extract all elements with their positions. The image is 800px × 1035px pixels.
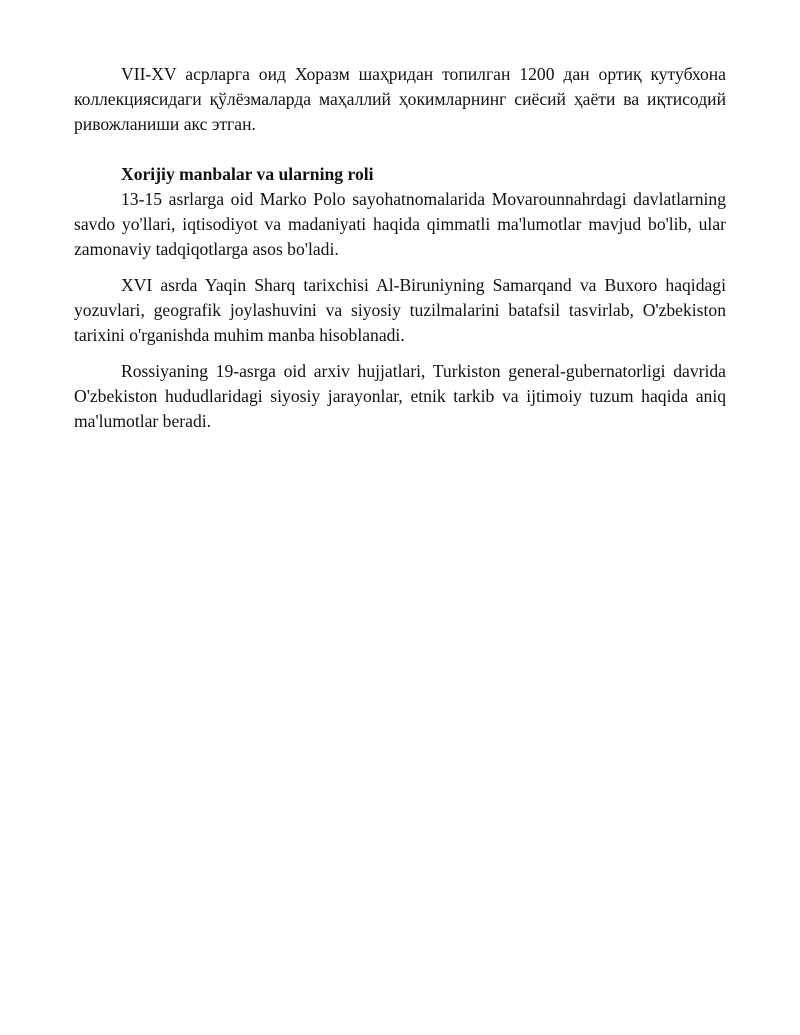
document-page [74, 62, 726, 434]
section-heading: Xorijiy manbalar va ularning roli [121, 164, 374, 184]
paragraph-spacer [74, 137, 726, 162]
paragraph-russian-archives: Rossiyaning 19-asrga oid arxiv hujjatlari, Turkiston general-gubernatorligi davrida O'zbekiston hududlaridagi siyosiy jarayonlar, etnik tarkib va ijtimoiy tuzum haqida aniq ma'lumotlar beradi. [74, 361, 726, 431]
paragraph-marco-polo: 13-15 asrlarga oid Marko Polo sayohatnomalarida Movarounnahrdagi davlatlarning savdo yo'llari, iqtisodiyot va madaniyati haqida qimmatli ma'lumotlar mavjud bo'lib, ular zamonaviy tadqiqotlarga asos bo'ladi. [74, 189, 726, 259]
paragraph-spacer [74, 348, 726, 359]
paragraph-spacer [74, 262, 726, 273]
paragraph-khorezm-manuscripts: VII-XV асрларга оид Хоразм шаҳридан топилган 1200 дан ортиқ кутубхона коллекциясидаги қўлёзмаларда маҳаллий ҳокимларнинг сиёсий ҳаёти ва иқтисодий ривожланиши акс этган. [74, 64, 726, 134]
paragraph-al-biruni: XVI asrda Yaqin Sharq tarixchisi Al-Biruniyning Samarqand va Buxoro haqidagi yozuvlari, geografik joylashuvini va siyosiy tuzilmalarini batafsil tasvirlab, O'zbekiston tarixini o'rganishda muhim manba hisoblanadi. [74, 275, 726, 345]
